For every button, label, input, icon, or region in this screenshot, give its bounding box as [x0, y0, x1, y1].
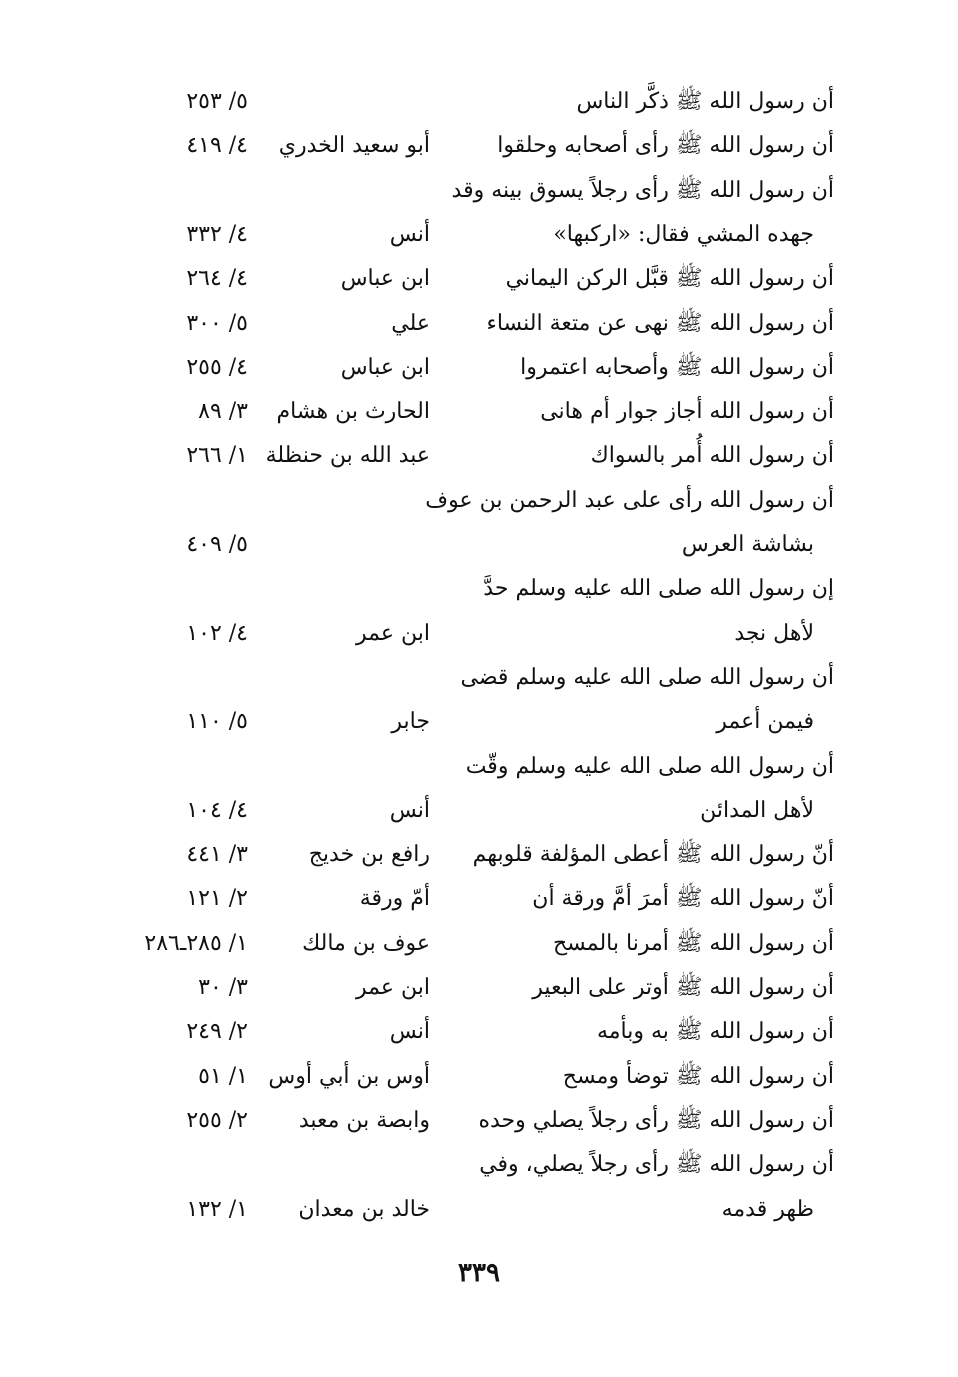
volume-page-reference: ٤/ ٤١٩ — [186, 133, 248, 159]
index-row — [0, 612, 958, 656]
hadith-text: أن رسول الله أجاز جوار أم هانى — [540, 399, 834, 425]
hadith-text: أن رسول الله أُمر بالسواك — [590, 443, 834, 469]
hadith-text: أن رسول الله ﷺ نهى عن متعة النساء — [486, 310, 834, 336]
narrator-name: ابن عمر — [356, 975, 430, 1000]
index-row — [0, 390, 958, 434]
hadith-text: أنّ رسول الله ﷺ أمرَ أمَّ ورقة أن — [532, 886, 834, 912]
index-row — [0, 966, 958, 1010]
volume-page-reference: ٤/ ١٠٢ — [186, 620, 248, 646]
volume-page-reference: ٥/ ٢٥٣ — [186, 89, 248, 114]
index-row — [0, 434, 958, 478]
index-row — [0, 745, 958, 789]
hadith-text: لأهل نجد — [734, 620, 814, 646]
hadith-text: أن رسول الله ﷺ به وبأمه — [596, 1019, 834, 1045]
volume-page-reference: ٤/ ٣٣٢ — [186, 221, 248, 247]
narrator-name: رافع بن خديج — [308, 842, 430, 868]
narrator-name: الحارث بن هشام — [276, 399, 430, 425]
volume-page-reference: ٥/ ١١٠ — [186, 709, 248, 735]
narrator-name: خالد بن معدان — [298, 1196, 430, 1222]
hadith-text: أن رسول الله صلى الله عليه وسلم قضى — [460, 664, 834, 690]
index-row — [0, 80, 958, 124]
index-row — [0, 169, 958, 213]
volume-page-reference: ٤/ ٢٦٤ — [186, 266, 248, 292]
hadith-text: ظهر قدمه — [721, 1196, 814, 1222]
volume-page-reference: ٣/ ٨٩ — [198, 399, 248, 425]
hadith-text: بشاشة العرس — [681, 532, 814, 557]
narrator-name: عبد الله بن حنظلة — [265, 443, 430, 469]
index-row — [0, 1143, 958, 1187]
hadith-text: أن رسول الله ﷺ رأى رجلاً يصلي وحده — [478, 1107, 834, 1133]
narrator-name: أنس — [389, 221, 430, 247]
index-row — [0, 213, 958, 257]
narrator-name: أبو سعيد الخدري — [278, 133, 430, 159]
hadith-text: أن رسول الله رأى على عبد الرحمن بن عوف — [425, 487, 834, 513]
index-row — [0, 1055, 958, 1099]
hadith-text: إن رسول الله صلى الله عليه وسلم حدَّ — [483, 576, 834, 602]
index-row — [0, 302, 958, 346]
hadith-text: أن رسول الله ﷺ وأصحابه اعتمروا — [520, 354, 834, 380]
volume-page-reference: ٥/ ٣٠٠ — [186, 310, 248, 336]
volume-page-reference: ١/ ٥١ — [198, 1063, 248, 1089]
hadith-text: أن رسول الله ﷺ ذكَّر الناس — [576, 89, 834, 114]
volume-page-reference: ٤/ ١٠٤ — [186, 797, 248, 823]
index-row — [0, 479, 958, 523]
hadith-text: أن رسول الله ﷺ رأى رجلاً يسوق بينه وقد — [451, 177, 834, 203]
index-row — [0, 922, 958, 966]
volume-page-reference: ٤/ ٢٥٥ — [186, 354, 248, 380]
hadith-text: أن رسول الله ﷺ أوتر على البعير — [532, 975, 834, 1000]
hadith-text: أنّ رسول الله ﷺ أعطى المؤلفة قلوبهم — [472, 842, 834, 868]
volume-page-reference: ٥/ ٤٠٩ — [186, 532, 248, 557]
index-row — [0, 833, 958, 877]
narrator-name: أنس — [389, 797, 430, 823]
hadith-text: أن رسول الله ﷺ رأى رجلاً يصلي، وفي — [479, 1152, 834, 1178]
narrator-name: جابر — [391, 709, 430, 735]
narrator-name: ابن عباس — [340, 354, 430, 380]
narrator-name: أنس — [389, 1019, 430, 1045]
volume-page-reference: ٢/ ٢٥٥ — [186, 1107, 248, 1133]
hadith-text: أن رسول الله ﷺ أمرنا بالمسح — [552, 930, 834, 956]
index-row — [0, 523, 958, 567]
index-row — [0, 346, 958, 390]
index-row — [0, 877, 958, 921]
hadith-text: فيمن أعمر — [716, 709, 814, 735]
index-row — [0, 1010, 958, 1054]
volume-page-reference: ٣/ ٤٤١ — [186, 842, 248, 868]
narrator-name: ابن عباس — [340, 266, 430, 292]
index-row — [0, 1099, 958, 1143]
index-row — [0, 700, 958, 744]
narrator-name: ابن عمر — [356, 620, 430, 646]
narrator-name: علي — [391, 310, 430, 336]
narrator-name: أمّ ورقة — [359, 886, 430, 912]
volume-page-reference: ١/ ٢٦٦ — [186, 443, 248, 469]
hadith-text: أن رسول الله صلى الله عليه وسلم وقّت — [465, 753, 834, 779]
volume-page-reference: ٢/ ١٢١ — [186, 886, 248, 912]
volume-page-reference: ١/ ١٣٢ — [186, 1196, 248, 1222]
page-number: ٣٣٩ — [458, 1258, 500, 1288]
hadith-text: جهده المشي فقال: «اركبها» — [553, 221, 814, 247]
index-row — [0, 789, 958, 833]
hadith-text: أن رسول الله ﷺ رأى أصحابه وحلقوا — [497, 133, 834, 159]
hadith-text: أن رسول الله ﷺ قبَّل الركن اليماني — [505, 266, 834, 292]
volume-page-reference: ٣/ ٣٠ — [198, 975, 248, 1000]
hadith-text: أن رسول الله ﷺ توضأ ومسح — [562, 1063, 834, 1089]
volume-page-reference: ١/ ٢٨٥ـ٢٨٦ — [144, 930, 248, 956]
narrator-name: أوس بن أبي أوس — [268, 1063, 430, 1089]
narrator-name: عوف بن مالك — [302, 930, 430, 956]
volume-page-reference: ٢/ ٢٤٩ — [186, 1019, 248, 1045]
index-row — [0, 124, 958, 168]
index-row — [0, 567, 958, 611]
index-row — [0, 656, 958, 700]
index-row — [0, 257, 958, 301]
index-row — [0, 1188, 958, 1232]
hadith-text: لأهل المدائن — [700, 797, 814, 823]
narrator-name: وابصة بن معبد — [298, 1107, 430, 1133]
